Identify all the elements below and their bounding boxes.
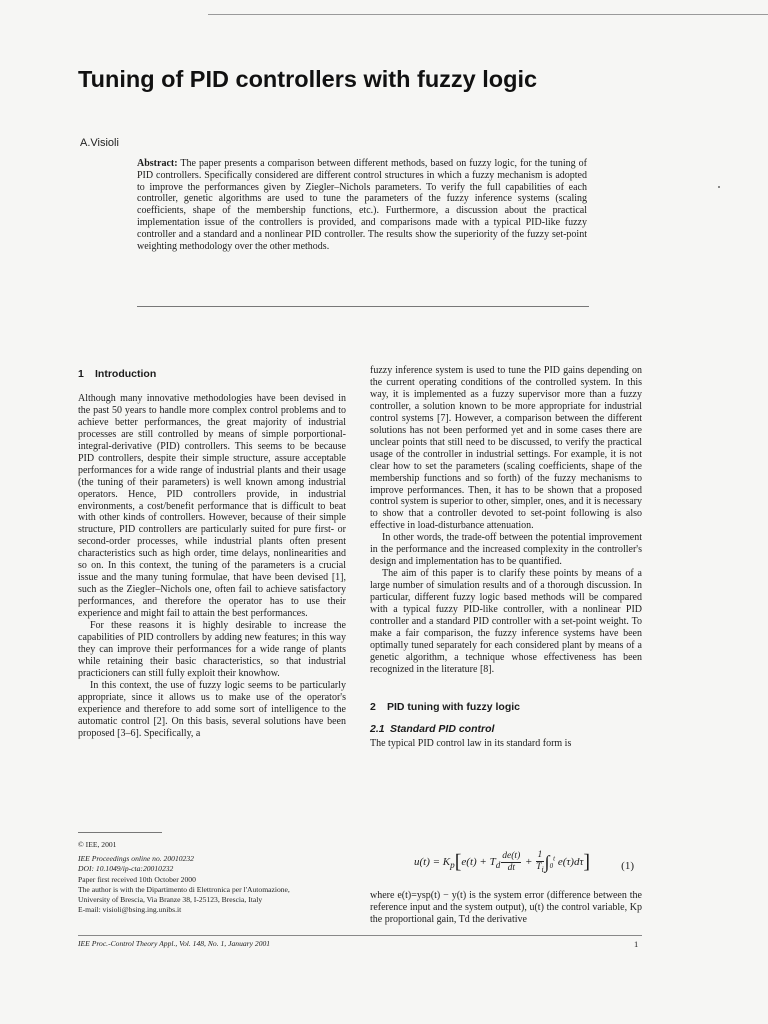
header-rule xyxy=(208,14,768,15)
doi-note: DOI: 10.1049/ip-cta:20010232 xyxy=(78,864,174,874)
section-1-heading xyxy=(78,369,346,381)
intro-paragraph-3: In this context, the use of fuzzy logic seems to be particularly appropriate, since it allows us to make use of the operator's experience and therefore to add some sort of intelligence to the automatic control [2]. On this basis, several solutions have been proposed [3–6]. Specifically, a xyxy=(78,679,346,739)
intro-paragraph-6: The aim of this paper is to clarify these points by means of a large number of simulation results and of a thorough discussion. In particular, different fuzzy logic based methods will be compared with a typical fuzzy PID-like controller, with a nonlinear PID controller and a standard PID controller with a set-point weight. To make a fair comparison, the fuzzy inference systems have been optimally tuned separately for each considered plant by means of a genetic algorithm, a technique whose effectiveness has been recognized in the literature [8]. xyxy=(370,568,642,675)
abstract-text: The paper presents a comparison between different methods, based on fuzzy logic, for the tuning of PID controllers. Specifically considered are different control structures in which a fuzzy mechanism is adopted to improve the performances given by Ziegler–Nichols parameters. To verify the full capabilities of each controller, genetic algorithms are used to tune the parameters of the fuzzy inference systems (scaling coefficients, shape of the membership functions, etc.). Furthermore, a discussion about the practical implementation issue of the controllers is provided, and comparisons made with a typical PID-like fuzzy controller and a standard and a nonlinear PID controller. The results show the superiority of the fuzzy set-point weighting methodology over the other methods. xyxy=(137,158,587,252)
equation-body: $u(t) = K_p[e(t) + T_d$ $\frac{de(t)}{dt}$ + $\frac{1}{T_i}$ $\int_0^t$ e(τ)dτ] xyxy=(414,850,591,874)
footnote-rule xyxy=(78,832,162,833)
section-2-paragraph-2: where e(t)=ysp(t) − y(t) is the system error (difference between the reference input and the system output), u(t) the control variable, Kp the proportional gain, Td the derivative xyxy=(370,890,642,925)
email-note[interactable]: E-mail: visioli@bsing.ing.unibs.it xyxy=(78,905,182,915)
intro-paragraph-2: For these reasons it is highly desirable to increase the capabilities of PID controllers by adding new features; in this way they can improve their performances for a wide range of plants while retaining their basic characteristics, so that industrial practicioners can still fully exploit their knowhow. xyxy=(78,620,346,679)
journal-footer: IEE Proc.-Control Theory Appl., Vol. 148, No. 1, January 2001 xyxy=(78,939,271,948)
abstract-rule xyxy=(137,306,589,307)
pid-equation xyxy=(370,848,642,886)
right-column xyxy=(370,365,642,750)
subsection-number: 2.1 xyxy=(370,722,385,735)
intro-paragraph-5: In other words, the trade-off between the potential improvement in the performance and the increased complexity in the controller's design and implementation has to be quantified. xyxy=(370,532,642,568)
section-2-heading xyxy=(370,702,642,714)
footnotes xyxy=(78,840,348,915)
equation-number: (1) xyxy=(621,860,634,872)
subsection-title: Standard PID control xyxy=(390,722,495,735)
section-2-title: PID tuning with fuzzy logic xyxy=(387,700,520,713)
author-name: A.Visioli xyxy=(80,137,119,149)
margin-dot xyxy=(718,186,720,188)
copyright-note: © IEE, 2001 xyxy=(78,840,117,849)
proceedings-note: IEE Proceedings online no. 20010232 xyxy=(78,854,194,864)
section-2-number: 2 xyxy=(370,700,376,713)
paper-title: Tuning of PID controllers with fuzzy logic xyxy=(78,66,538,92)
abstract xyxy=(137,158,587,252)
affiliation-line-2: University of Brescia, Via Branze 38, I-25123, Brescia, Italy xyxy=(78,895,263,905)
abstract-label: Abstract: xyxy=(137,158,178,169)
received-note: Paper first received 10th October 2000 xyxy=(78,874,196,884)
subsection-2-1-heading xyxy=(370,724,642,736)
section-2-paragraph-1: The typical PID control law in its standard form is xyxy=(370,737,572,749)
left-column xyxy=(78,369,346,740)
section-1-title: Introduction xyxy=(95,368,157,380)
intro-paragraph-4: fuzzy inference system is used to tune the PID gains depending on the current operating conditions of the controlled system. In this way, it is implemented as a fuzzy supervisor more than a fuzzy controller, a solution known to be more appropriate for industrial control systems [7]. However, a comparison between the different solutions has not been performed yet and in some cases there are unclear points that still need to be discussed, to verify the practical usage of the controller in industrial settings. For example, it is not clear how to set the parameters (scaling coefficients, shape of the membership functions and so forth) of the fuzzy mechanisms to improve performances. Then, it has to be shown that a proposed control system is superior to other, simpler, ones, and it is necessary to show that a controller devoted to set-point following is also effective in load-disturbance attenuation. xyxy=(370,365,642,532)
page-number: 1 xyxy=(634,939,639,949)
intro-paragraph-1: Although many innovative methodologies have been devised in the past 50 years to handle more complex control problems and to achieve better performances, the great majority of industrial processes are still controlled by means of simple porportional-integral-derivative (PID) controllers. This seems to be because PID controllers, despite their simple structure, assure acceptable performances for a wide range of industrial plants and their usage (the tuning of their parameters) is well known among industrial operators. Hence, PID controllers provide, in industrial environments, a cost/benefit performance that is difficult to beat with other kinds of controllers. However, because of their simple structure, PID controllers are particularly suited for pure first- or second-order processes, while industrial plants often present characteristics such as high order, time delays, nonlinearities and so on. In this context, the tuning of the parameters is a crucial issue and the many tuning formulae, that have been devised [1], such as the Ziegler–Nichols one, often fail to achieve satisfactory performances, and therefore the operator has to use their experience and might fail to attain the best performances. xyxy=(78,392,346,620)
section-1-number: 1 xyxy=(78,368,84,380)
affiliation-line-1: The author is with the Dipartimento di Elettronica per l'Automazione, xyxy=(78,884,290,894)
footer-rule xyxy=(78,935,642,936)
